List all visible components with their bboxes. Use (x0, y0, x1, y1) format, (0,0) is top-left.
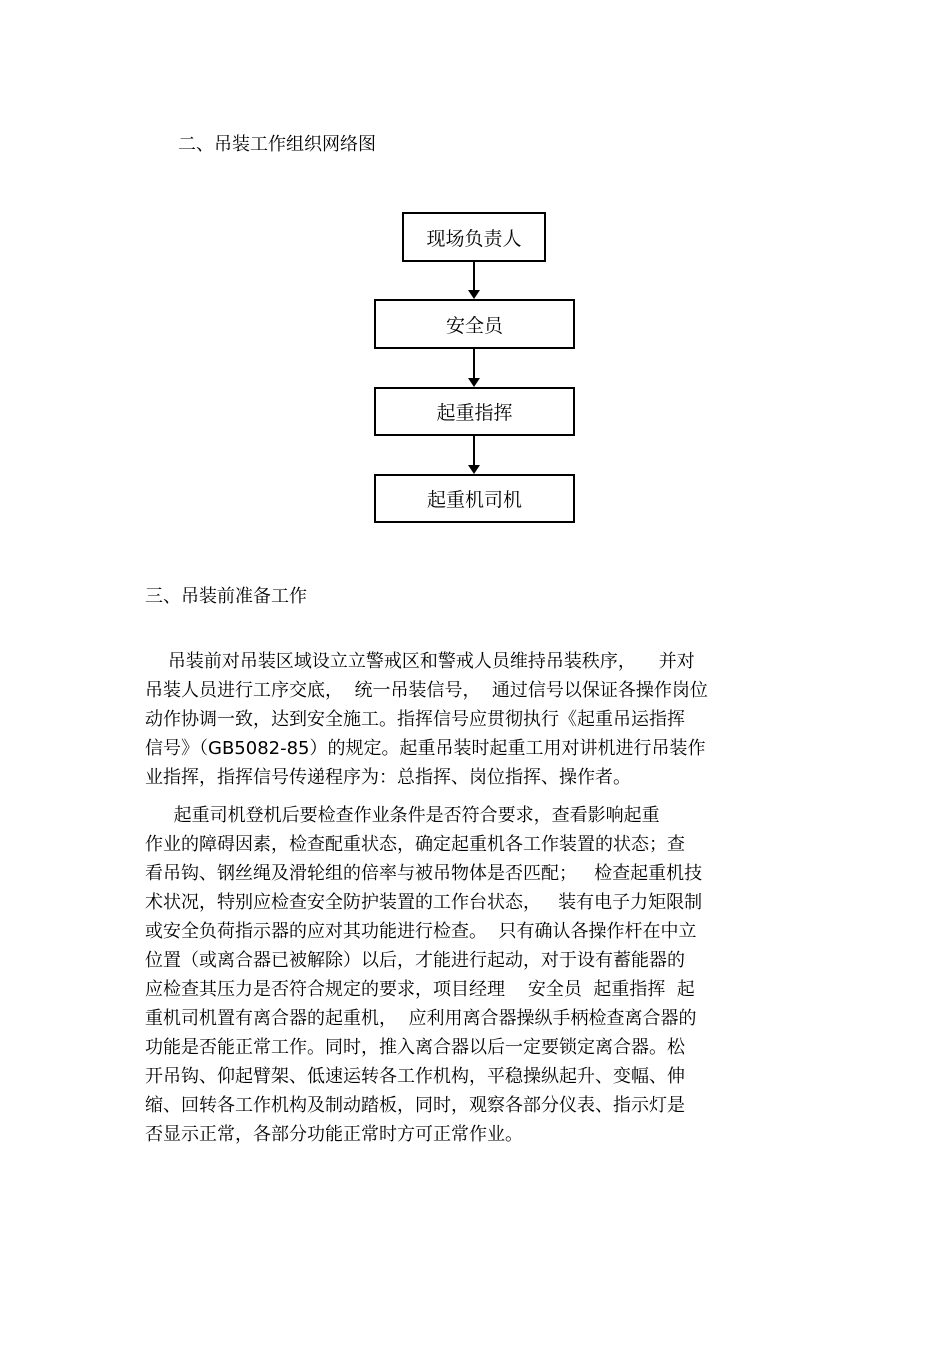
paragraph-line: 应检查其压力是否符合规定的要求，项目经理 安全员 起重指挥 起 (145, 979, 695, 1000)
paragraph-line: 缩、回转各工作机构及制动踏板，同时，观察各部分仪表、指示灯是 (145, 1095, 685, 1116)
section3-heading: 三、吊装前准备工作 (145, 586, 307, 607)
flow-arrow-3 (473, 436, 475, 472)
section2-heading: 二、吊装工作组织网络图 (178, 134, 376, 155)
paragraph-line: 看吊钩、钢丝绳及滑轮组的倍率与被吊物体是否匹配； 检查起重机技 (145, 863, 703, 884)
paragraph-line: 作业的障碍因素，检查配重状态，确定起重机各工作装置的状态；查 (145, 834, 685, 855)
paragraph-line: 业指挥，指挥信号传递程序为：总指挥、岗位指挥、操作者。 (145, 767, 631, 788)
paragraph-line: 信号》（GB5082-85）的规定。起重吊装时起重工用对讲机进行吊装作 (145, 738, 706, 759)
flow-node-safety-officer: 安全员 (374, 299, 575, 349)
flow-arrow-1 (473, 262, 475, 297)
paragraph-line: 吊装人员进行工序交底， 统一吊装信号， 通过信号以保证各操作岗位 (145, 680, 708, 701)
flow-node-lifting-commander: 起重指挥 (374, 387, 575, 436)
paragraph-line: 动作协调一致，达到安全施工。指挥信号应贯彻执行《起重吊运指挥 (145, 709, 685, 730)
paragraph-line: 或安全负荷指示器的应对其功能进行检查。 只有确认各操作杆在中立 (145, 921, 697, 942)
paragraph-line: 术状况，特别应检查安全防护装置的工作台状态， 装有电子力矩限制 (145, 892, 703, 913)
flow-node-site-manager: 现场负责人 (402, 212, 546, 262)
flow-arrow-2 (473, 349, 475, 385)
paragraph-line: 位置（或离合器已被解除）以后，才能进行起动，对于设有蓄能器的 (145, 950, 685, 971)
paragraph-line: 开吊钩、仰起臂架、低速运转各工作机构，平稳操纵起升、变幅、伸 (145, 1066, 685, 1087)
paragraph-line: 否显示正常，各部分功能正常时方可正常作业。 (145, 1124, 523, 1145)
paragraph-line: 吊装前对吊装区域设立立警戒区和警戒人员维持吊装秩序， 并对 (145, 651, 695, 672)
paragraph-line: 重机司机置有离合器的起重机， 应利用离合器操纵手柄检查离合器的 (145, 1008, 697, 1029)
paragraph-line: 起重司机登机后要检查作业条件是否符合要求，查看影响起重 (145, 805, 660, 826)
flow-node-crane-operator: 起重机司机 (374, 474, 575, 523)
paragraph-line: 功能是否能正常工作。同时，推入离合器以后一定要锁定离合器。松 (145, 1037, 685, 1058)
